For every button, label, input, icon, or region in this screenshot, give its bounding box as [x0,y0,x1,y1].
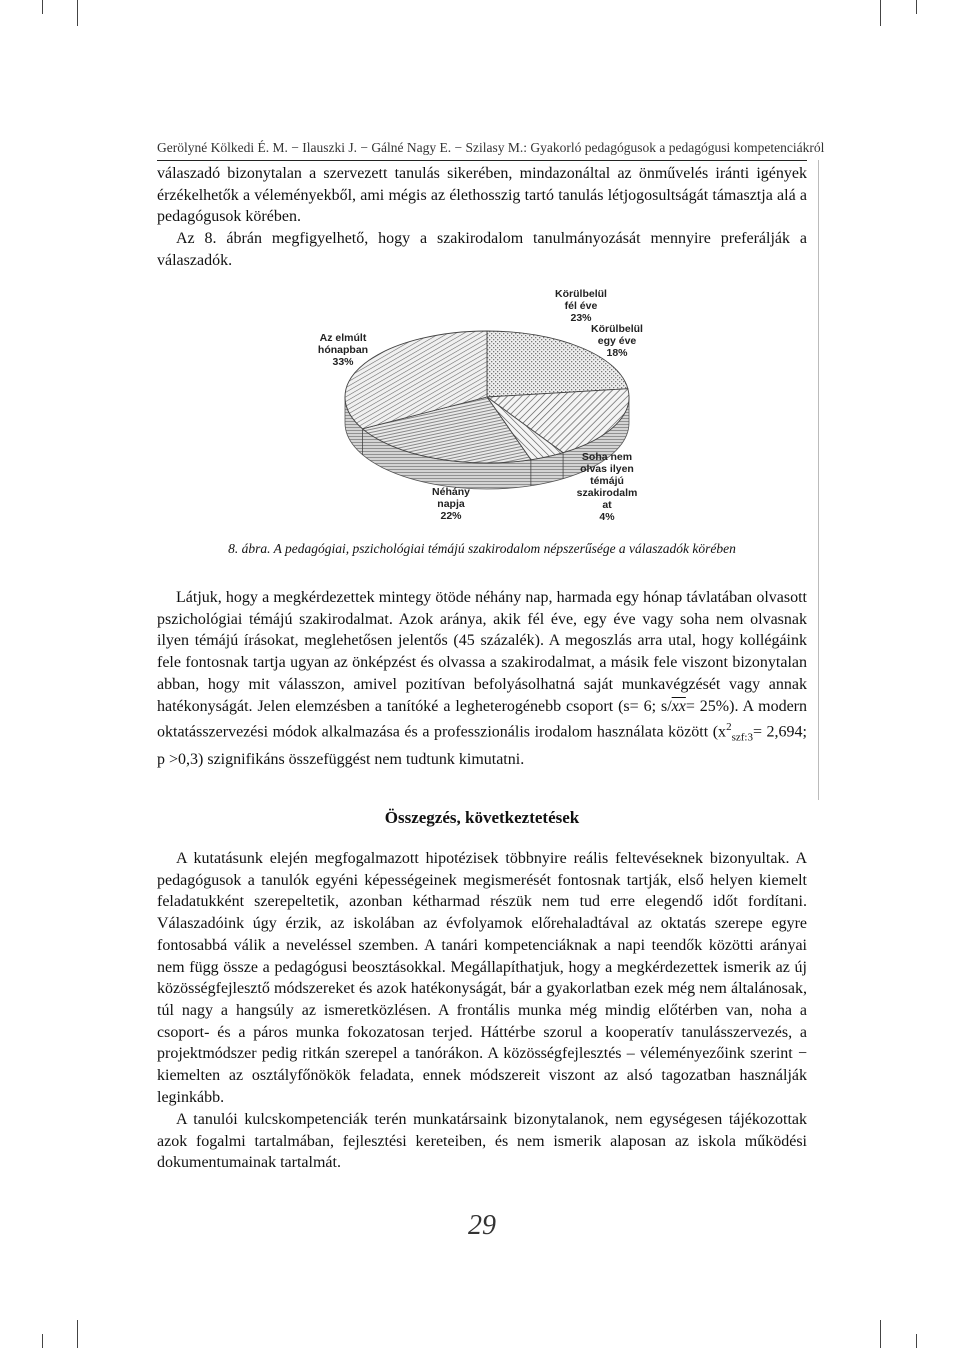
running-header: Gerölyné Kölkedi É. M. − Ilauszki J. − Gálné Nagy E. − Szilasy M.: Gyakorló pedagógusok a pedagógusi kompetenciákról [157,140,825,155]
label-line: napja [437,498,465,510]
figure-caption [157,541,807,557]
crop-mark [916,1334,917,1348]
crop-mark [42,1334,43,1348]
label-line: at [602,499,612,511]
crop-mark [77,1320,78,1348]
label-value: 33% [332,356,354,368]
label-approx-half-year [535,288,627,324]
mean-symbol: $\overline{xx}$ [671,697,686,715]
crop-mark [880,0,881,26]
pie-chart-figure [307,285,657,530]
analysis-text-end: = 2,694; p >0,3) szignifikáns összefüggést nem tudtunk kimutatni. [157,723,808,769]
summary-paragraph: A kutatásunk elején megfogalmazott hipotézisek többnyire reális feltevéseknek bizonyultak. A pedagógusok a tanulók egyéni képességeinek megismerését fontosnak tartják, első helyen kiemelt feladatukként szerepeltetik, azonban kétharmad részük nem tud erre elegendő időt fordítani. Válaszadóink úgy érzik, az iskolában az évfolyamok előrehaladtával az oktatás szerepe egyre fontosabbá válik a neveléssel szemben. A tanári kompetenciáknak a napi teendők közötti arányai nem függ össze a pedagógusi beosztásokkal. Megállapíthatjuk, hogy a megkérdezettek ismerik az új közösségfejlesztő módszereket és azok hatékonyságát, bár a gyakorlatban ezek még nem általánosak, túl nagy a hangsúly az ismeretközlésen. A frontális munka még mindig előtérben van, noha a csoport- és a páros munka fokozatosan terjed. Háttérbe szorul a kooperatív tanulásszervezés, a projektmódszer pedig ritkán szerepel a tanórákon. A közösségfejlesztés – véleményezőink szerint − kiemelten az osztályfőnökök feladata, ennek módszereit viszont az alsó tagozatban használják leginkább. [157,850,807,1106]
analysis-text: Látjuk, hogy a megkérdezettek mintegy ötöde néhány nap, harmada egy hónap távlatában olvasott pszichológiai témájú szakirodalmat. Azok aránya, akik fél éve, egy éve vagy soha nem olvasnak ilyen témájú írásokat, meglehetősen jelentős (45 százalék). A megoszlás arra utal, hogy kollégáink fele fontosnak tartja ugyan az önképzést és olvassa a szakirodalmat, a másik fele viszont bizonytalan abban, hogy mit válasszon, amivel pozitívan befolyásolhatná saját munkavégzését vagy annak hatékonyságát. Jelen elemzésben a tanítóké a legheterogénebb csoport (s= 6; s/ [157,589,807,715]
crop-mark [77,0,78,26]
figure-caption-text: A pedagógiai, pszichológiai témájú szakirodalom népszerűsége a válaszadók körében [270,541,736,556]
crop-mark [880,1320,881,1348]
label-approx-one-year [577,323,657,359]
page-number: 29 [468,1210,496,1241]
label-value: 4% [599,511,615,523]
analysis-paragraph [157,587,807,771]
label-line: hónapban [317,344,369,356]
chi-square-subscript: szf:3 [731,731,753,744]
label-line: Néhány [432,486,470,498]
label-never [569,451,645,523]
label-line: Körülbelül [555,288,607,300]
label-value: 18% [606,347,628,359]
label-last-month [307,332,379,368]
crop-mark [916,0,917,14]
analysis-text-cont: = 25%). A modern oktatásszervezési módok alkalmazása és a professzionális irodalom használata között (x [157,697,807,741]
label-line: Az elmúlt [319,332,367,344]
crop-mark [42,0,43,14]
label-value: 23% [570,312,592,324]
label-line: szakirodalm [576,487,638,499]
label-line: Soha nem [581,451,633,463]
section-title: Összegzés, következtetések [384,808,580,827]
summary-paragraph-2: A tanulói kulcskompetenciák terén munkatársaink bizonytalanok, nem egységesen tájékozottak azok fogalmi tartalmában, fejlesztési kereteiben, és nem ismerik alaposan az iskola működési dokumentumainak tartalmát. [157,1111,807,1172]
label-few-days [413,486,489,522]
label-line: egy éve [597,335,637,347]
margin-rule [818,160,819,800]
intro-paragraph: válaszadó bizonytalan a szervezett tanulás sikerében, mindazonáltal az önművelés iránti igények érzékelhetők a véleményekből, ami mégis az élethosszig tartó tanulás létjogosultságát támasztja alá a pedagógusok körében. [157,165,807,226]
label-value: 22% [440,510,462,522]
label-line: olvas ilyen [580,463,634,475]
label-line: fél éve [564,300,598,312]
chi-square-exponent: 2 [726,721,732,734]
label-line: Körülbelül [591,323,643,335]
figure-reference-paragraph: Az 8. ábrán megfigyelhető, hogy a szakirodalom tanulmányozását mennyire preferálják a válaszadók. [157,230,807,269]
figure-number: 8. ábra. [228,541,271,556]
header-rule [157,160,807,161]
label-line: témájú [590,475,624,487]
